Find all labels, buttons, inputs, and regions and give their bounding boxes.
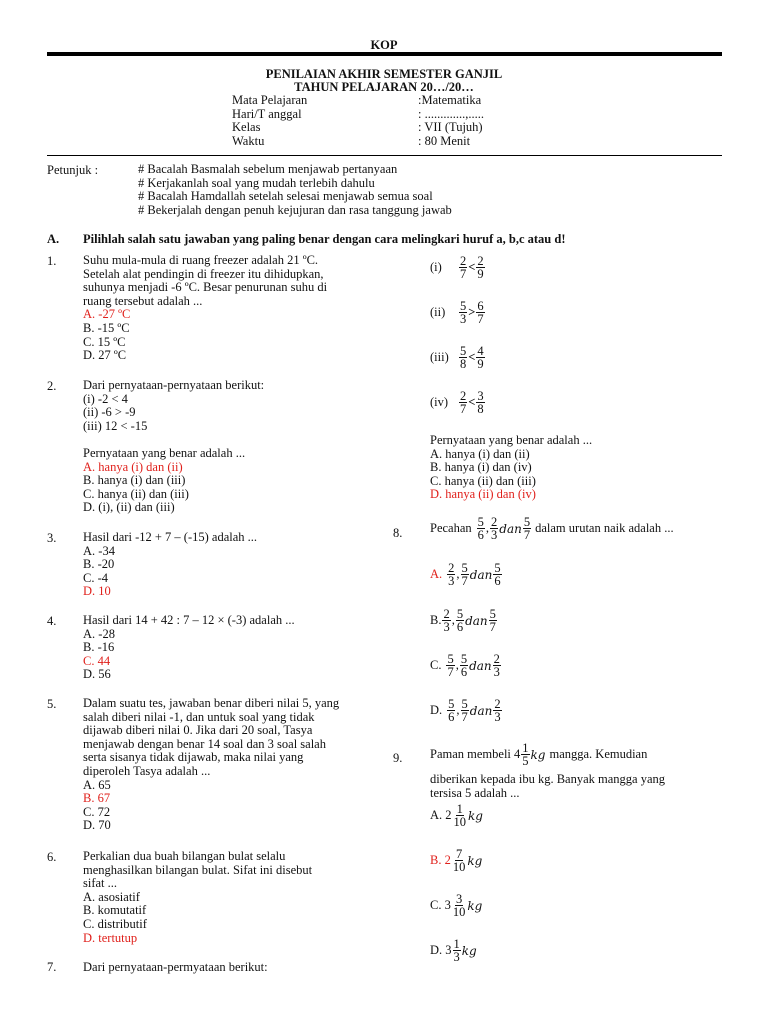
fraction: $\frac{5}{6}$: [460, 652, 468, 679]
fraction: $\frac{2}{3}$: [491, 515, 498, 542]
question-7-answers: [430, 434, 592, 502]
info-label-date: Hari/T anggal: [232, 106, 302, 121]
petunjuk-item: # Bacalah Basmalah sebelum menjawab pertanyaan: [138, 162, 398, 176]
question-text: Perkalian dua buah bilangan bulat selalu: [83, 849, 286, 863]
option-b-correct[interactable]: B. 67: [83, 791, 111, 806]
question-text: Suhu mula-mula di ruang freezer adalah 21 ºC.: [83, 253, 319, 267]
question-3-number: 3.: [47, 531, 57, 545]
question-6: [83, 850, 312, 945]
fraction: $\frac{7}{10}$: [452, 847, 466, 874]
fraction: $\frac{2}{7}$: [460, 254, 467, 281]
petunjuk-item: # Bacalah Hamdallah setelah selesai menjawab semua soal: [138, 189, 433, 204]
info-value-date: : .............,.....: [418, 106, 484, 121]
option-a[interactable]: A. -28: [83, 626, 115, 641]
question-5-number: 5.: [47, 697, 57, 711]
q7-statement-ii: (ii) $\frac{5}{3}$ > $\frac{6}{7}$: [430, 299, 484, 326]
info-value-subject: :Matematika: [418, 93, 482, 107]
info-label-subject: Mata Pelajaran: [232, 93, 308, 107]
option-c[interactable]: C. 15 ºC: [83, 334, 126, 349]
question-9-text: [430, 773, 665, 800]
question-text: Dalam suatu tes, jawaban benar diberi nilai 5, yang: [83, 696, 340, 710]
info-value-time: : 80 Menit: [418, 133, 471, 148]
q8-option-b[interactable]: B. $\frac{2}{3}$ , $\frac{5}{6}$ dan $\frac{5}{7}$: [430, 607, 496, 634]
option-d[interactable]: D. (i), (ii) dan (iii): [83, 500, 175, 515]
option-c-correct[interactable]: C. 44: [83, 653, 111, 668]
question-prompt: Pernyataan yang benar adalah ...: [430, 433, 593, 447]
option-a[interactable]: A. hanya (i) dan (ii): [430, 446, 530, 461]
option-d[interactable]: D. 27 ºC: [83, 348, 127, 363]
q9-option-a[interactable]: A. 2 $\frac{1}{10}$ kg: [430, 802, 483, 829]
exam-title: PENILAIAN AKHIR SEMESTER GANJIL: [265, 67, 503, 81]
fraction: $\frac{2}{3}$: [494, 697, 501, 724]
option-a-correct[interactable]: A. hanya (i) dan (ii): [83, 459, 183, 474]
option-c[interactable]: C. hanya (ii) dan (iii): [430, 473, 536, 488]
option-b[interactable]: B. komutatif: [83, 903, 147, 918]
option-a[interactable]: A. -34: [83, 543, 115, 558]
fraction: $\frac{5}{8}$: [460, 344, 467, 371]
info-labels: [232, 94, 307, 148]
question-text: Setelah alat pendingin di freezer itu dihidupkan,: [83, 266, 324, 281]
fraction: $\frac{5}{7}$: [523, 515, 531, 542]
question-1: [83, 254, 327, 363]
header-divider-thick: [47, 52, 722, 56]
option-c[interactable]: C. hanya (ii) dan (iii): [83, 486, 189, 501]
question-text: salah diberi nilai -1, dan untuk soal yang tidak: [83, 709, 315, 724]
fraction: $\frac{5}{7}$: [489, 607, 496, 634]
question-8-stem: Pecahan $\frac{5}{6}$ , $\frac{2}{3}$ dan $\frac{5}{7}$ dalam urutan naik adalah ...: [430, 515, 674, 542]
statement: (iii) 12 < -15: [83, 418, 148, 433]
fraction: $\frac{5}{6}$: [456, 607, 464, 634]
header-divider-thin: [47, 155, 722, 156]
question-2: [83, 379, 264, 515]
q7-statement-iv: (iv) $\frac{2}{7}$ < $\frac{3}{8}$: [430, 389, 484, 416]
option-d-correct[interactable]: D. hanya (ii) dan (iv): [430, 487, 536, 502]
question-4-number: 4.: [47, 614, 57, 628]
fraction: $\frac{1}{5}$: [522, 741, 529, 768]
option-b[interactable]: B. hanya (i) dan (iv): [430, 460, 532, 475]
option-d[interactable]: D. 70: [83, 818, 111, 833]
fraction: $\frac{1}{10}$: [453, 802, 467, 829]
fraction: $\frac{5}{7}$: [461, 561, 468, 588]
section-a-letter: A.: [47, 232, 60, 246]
question-7-text: Dari pernyataan-permyataan berikut:: [83, 960, 268, 974]
option-b[interactable]: B. hanya (i) dan (iii): [83, 473, 186, 488]
q9-option-d[interactable]: D. 3 $\frac{1}{3}$ kg: [430, 937, 477, 964]
petunjuk-item: # Bekerjalah dengan penuh kejujuran dan rasa tanggung jawab: [138, 202, 452, 217]
option-c[interactable]: C. distributif: [83, 916, 147, 931]
fraction: $\frac{2}{3}$: [443, 607, 450, 634]
option-d-correct[interactable]: D. tertutup: [83, 930, 138, 945]
fraction: $\frac{2}{7}$: [460, 389, 467, 416]
fraction: $\frac{3}{8}$: [477, 389, 484, 416]
question-text: diperoleh Tasya adalah ...: [83, 763, 211, 778]
option-c[interactable]: C. 72: [83, 804, 111, 819]
question-2-number: 2.: [47, 379, 57, 393]
question-7-number: 7.: [47, 960, 57, 974]
question-text: dijawab diberi nilai 0. Jika dari 20 soal, Tasya: [83, 723, 313, 738]
question-3: [83, 531, 257, 599]
question-text: menghasilkan bilangan bulat. Sifat ini disebut: [83, 862, 313, 877]
fraction: $\frac{3}{10}$: [452, 892, 466, 919]
fraction: $\frac{5}{7}$: [461, 697, 468, 724]
q8-option-d[interactable]: D. $\frac{5}{6}$ , $\frac{5}{7}$ dan $\frac{2}{3}$: [430, 697, 501, 724]
fraction: $\frac{5}{6}$: [494, 561, 501, 588]
question-text: Hasil dari -12 + 7 – (-15) adalah ...: [83, 530, 258, 544]
fraction: $\frac{2}{3}$: [493, 652, 500, 679]
option-b[interactable]: B. -15 ºC: [83, 320, 130, 335]
info-values: [418, 94, 484, 148]
option-a[interactable]: A. asosiatif: [83, 889, 140, 904]
info-label-time: Waktu: [232, 133, 265, 148]
option-b[interactable]: B. -16: [83, 640, 115, 655]
question-text: sifat ...: [83, 876, 118, 891]
question-text: Dari pernyataan-pernyataan berikut:: [83, 378, 265, 392]
question-4: [83, 614, 295, 682]
question-6-number: 6.: [47, 850, 57, 864]
section-a-instruction: Pilihlah salah satu jawaban yang paling benar dengan cara melingkari huruf a, b,c atau d!: [83, 232, 566, 246]
q8-option-c[interactable]: C. $\frac{5}{7}$ , $\frac{5}{6}$ dan $\frac{2}{3}$: [430, 652, 500, 679]
question-text: Hasil dari 14 + 42 : 7 – 12 × (-3) adalah ...: [83, 613, 295, 627]
fraction: $\frac{4}{9}$: [477, 344, 484, 371]
option-a[interactable]: A. 65: [83, 777, 111, 792]
question-text: serta sisanya tidak dijawab, maka nilai yang: [83, 750, 304, 765]
question-9-stem: Paman membeli 4 $\frac{1}{5}$ kg mangga. Kemudian: [430, 741, 648, 768]
question-text: suhunya menjadi -6 ºC. Besar penurunan suhu di: [83, 280, 328, 295]
question-9-number: 9.: [393, 751, 403, 765]
exam-year: TAHUN PELAJARAN 20…/20…: [294, 80, 474, 94]
info-value-class: : VII (Tujuh): [418, 120, 483, 135]
q8-option-a-correct[interactable]: A. $\frac{2}{3}$ , $\frac{5}{7}$ dan $\frac{5}{6}$: [430, 561, 501, 588]
petunjuk-label: Petunjuk :: [47, 163, 99, 177]
question-text: diberikan kepada ibu kg. Banyak mangga yang: [430, 772, 665, 786]
statement: (i) -2 < 4: [83, 391, 128, 406]
q7-statement-iii: (iii) $\frac{5}{8}$ < $\frac{4}{9}$: [430, 344, 484, 371]
kop-label: KOP: [370, 38, 398, 52]
question-text: menjawab dengan benar 14 soal dan 3 soal salah: [83, 736, 326, 751]
question-8-number: 8.: [393, 526, 403, 540]
petunjuk-item: # Kerjakanlah soal yang mudah terlebih dahulu: [138, 175, 375, 190]
fraction: $\frac{2}{3}$: [448, 561, 455, 588]
option-b[interactable]: B. -20: [83, 557, 115, 572]
q9-option-c[interactable]: C. 3 $\frac{3}{10}$ kg: [430, 892, 483, 919]
info-label-class: Kelas: [232, 120, 261, 135]
question-1-number: 1.: [47, 254, 57, 268]
fraction: $\frac{5}{3}$: [460, 299, 467, 326]
question-text: tersisa 5 adalah ...: [430, 785, 520, 800]
question-prompt: Pernyataan yang benar adalah ...: [83, 445, 246, 460]
petunjuk-list: [138, 163, 452, 217]
fraction: $\frac{2}{9}$: [477, 254, 484, 281]
fraction: $\frac{5}{6}$: [477, 515, 484, 542]
fraction: $\frac{6}{7}$: [477, 299, 484, 326]
question-5: [83, 697, 339, 833]
statement: (ii) -6 > -9: [83, 405, 136, 420]
q7-statement-i: (i) $\frac{2}{7}$ < $\frac{2}{9}$: [430, 254, 484, 281]
fraction: $\frac{1}{3}$: [453, 937, 460, 964]
fraction: $\frac{5}{7}$: [447, 652, 454, 679]
q9-option-b-correct[interactable]: B. 2 $\frac{7}{10}$ kg: [430, 847, 483, 874]
fraction: $\frac{5}{6}$: [448, 697, 455, 724]
option-c[interactable]: C. -4: [83, 570, 108, 585]
option-a-correct[interactable]: A. -27 ºC: [83, 307, 131, 322]
option-d[interactable]: D. 56: [83, 667, 111, 682]
question-text: ruang tersebut adalah ...: [83, 293, 203, 308]
option-d-correct[interactable]: D. 10: [83, 584, 111, 599]
